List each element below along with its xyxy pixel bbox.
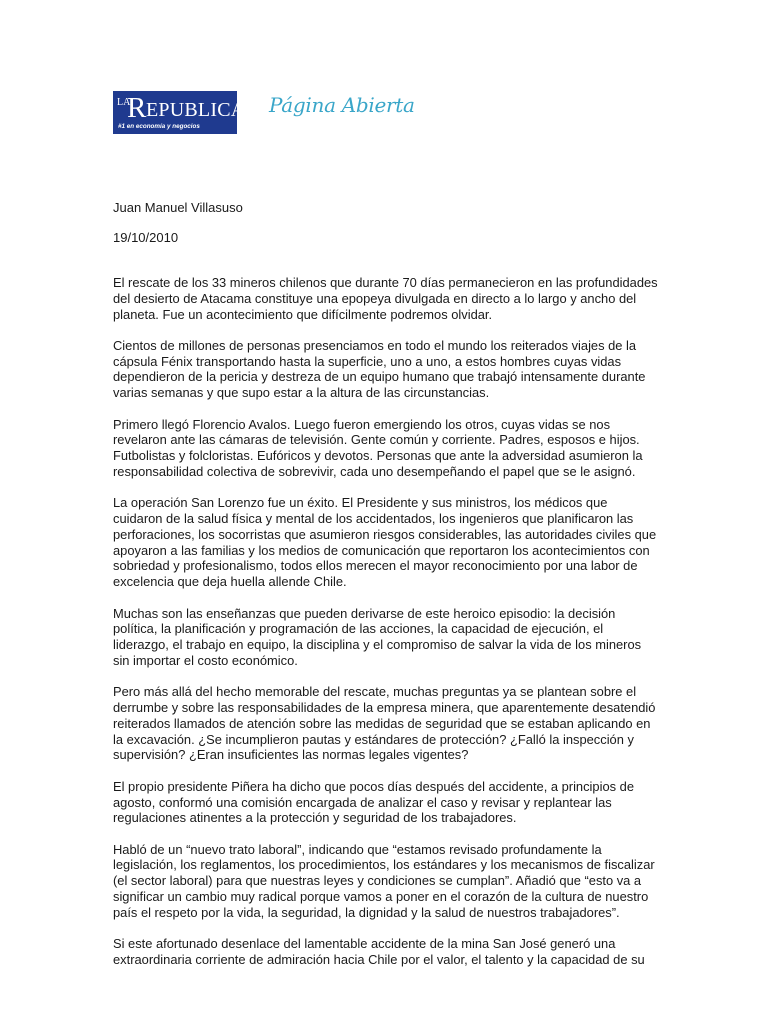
logo-r-letter: R	[127, 92, 147, 124]
logo-tagline: #1 en economía y negocios	[118, 123, 200, 130]
paragraph: Pero más allá del hecho memorable del rescate, muchas preguntas ya se plantean sobre el derrumbe y sobre las responsabilidades de la empresa minera, que aparentemente desatendió reiterados llamados de atención sobre las medidas de seguridad que se estaban aplicando en la excavación. ¿Se incumplieron pautas y estándares de protección? ¿Falló la inspección y supervisión? ¿Eran insuficientes las normas legales vigentes?	[113, 684, 656, 763]
publish-date: 19/10/2010	[113, 230, 179, 245]
paragraph: Muchas son las enseñanzas que pueden derivarse de este heroico episodio: la decisión política, la planificación y programación de las acciones, la capacidad de ejecución, el liderazgo, el trabajo en equipo, la disciplina y el compromiso de salvar la vida de los mineros sin importar el costo económico.	[113, 605, 642, 668]
paragraph: Si este afortunado desenlace del lamentable accidente de la mina San José generó una extraordinaria corriente de admiración hacia Chile por el valor, el talento y la capacidad de su	[113, 936, 645, 967]
logo-la-text: LA	[117, 97, 131, 108]
paragraph: La operación San Lorenzo fue un éxito. El Presidente y sus ministros, los médicos que cuidaron de la salud física y mental de los accidentados, los ingenieros que planificaron las perforaciones, los socorristas que asumieron riesgos considerables, las autoridades civiles que apoyaron a las familias y los medios de comunicación que reportaron los acontecimientos con sobriedad y profesionalismo, todos ellos merecen el mayor reconocimiento por una labor de excelencia que deja huella allende Chile.	[113, 495, 657, 590]
paragraph: Cientos de millones de personas presenciamos en todo el mundo los reiterados viajes de la cápsula Fénix transportando hasta la superficie, uno a uno, a estos hombres cuyas vidas dependieron de la pericia y destreza de un equipo humano que trabajó intensamente durante varias semanas y que supo estar a la altura de las circunstancias.	[113, 337, 646, 401]
section-title: Página Abierta	[269, 93, 415, 117]
paragraph: Primero llegó Florencio Avalos. Luego fueron emergiendo los otros, cuyas vidas se nos revelaron ante las cámaras de televisión. Gente común y corriente. Padres, esposos e hijos. Futbolistas y folcloristas. Eufóricos y devotos. Personas que ante la adversidad asumieron la responsabilidad colectiva de sobrevivir, cada uno desempeñando el papel que se le asignó.	[113, 416, 643, 479]
paragraph: El rescate de los 33 mineros chilenos que durante 70 días permanecieron en las profundidades del desierto de Atacama constituye una epopeya divulgada en directo a lo largo y ancho del planeta. Fue un acontecimiento que difícilmente podremos olvidar.	[113, 275, 658, 322]
page-header	[113, 91, 415, 135]
la-republica-logo	[113, 91, 246, 134]
paragraph: El propio presidente Piñera ha dicho que pocos días después del accidente, a principios de agosto, conformó una comisión encargada de analizar el caso y revisar y replantear las regulaciones atinentes a la protección y seguridad de los trabajadores.	[113, 778, 634, 826]
article-body	[113, 275, 658, 983]
logo-wordmark: EPUBLICA	[146, 99, 246, 121]
author-name: Juan Manuel Villasuso	[113, 200, 243, 215]
paragraph: Habló de un “nuevo trato laboral”, indicando que “estamos revisado profundamente la legislación, los reglamentos, los procedimientos, los estándares y los mecanismos de fiscalizar (el sector laboral) para que nuestras leyes y condiciones se cumplan”. Añadió que “esto va a significar un cambio muy radical porque vamos a poner en el corazón de la cultura de nuestro país el respeto por la vida, la seguridad, la dignidad y la salud de nuestros trabajadores”.	[113, 841, 655, 920]
